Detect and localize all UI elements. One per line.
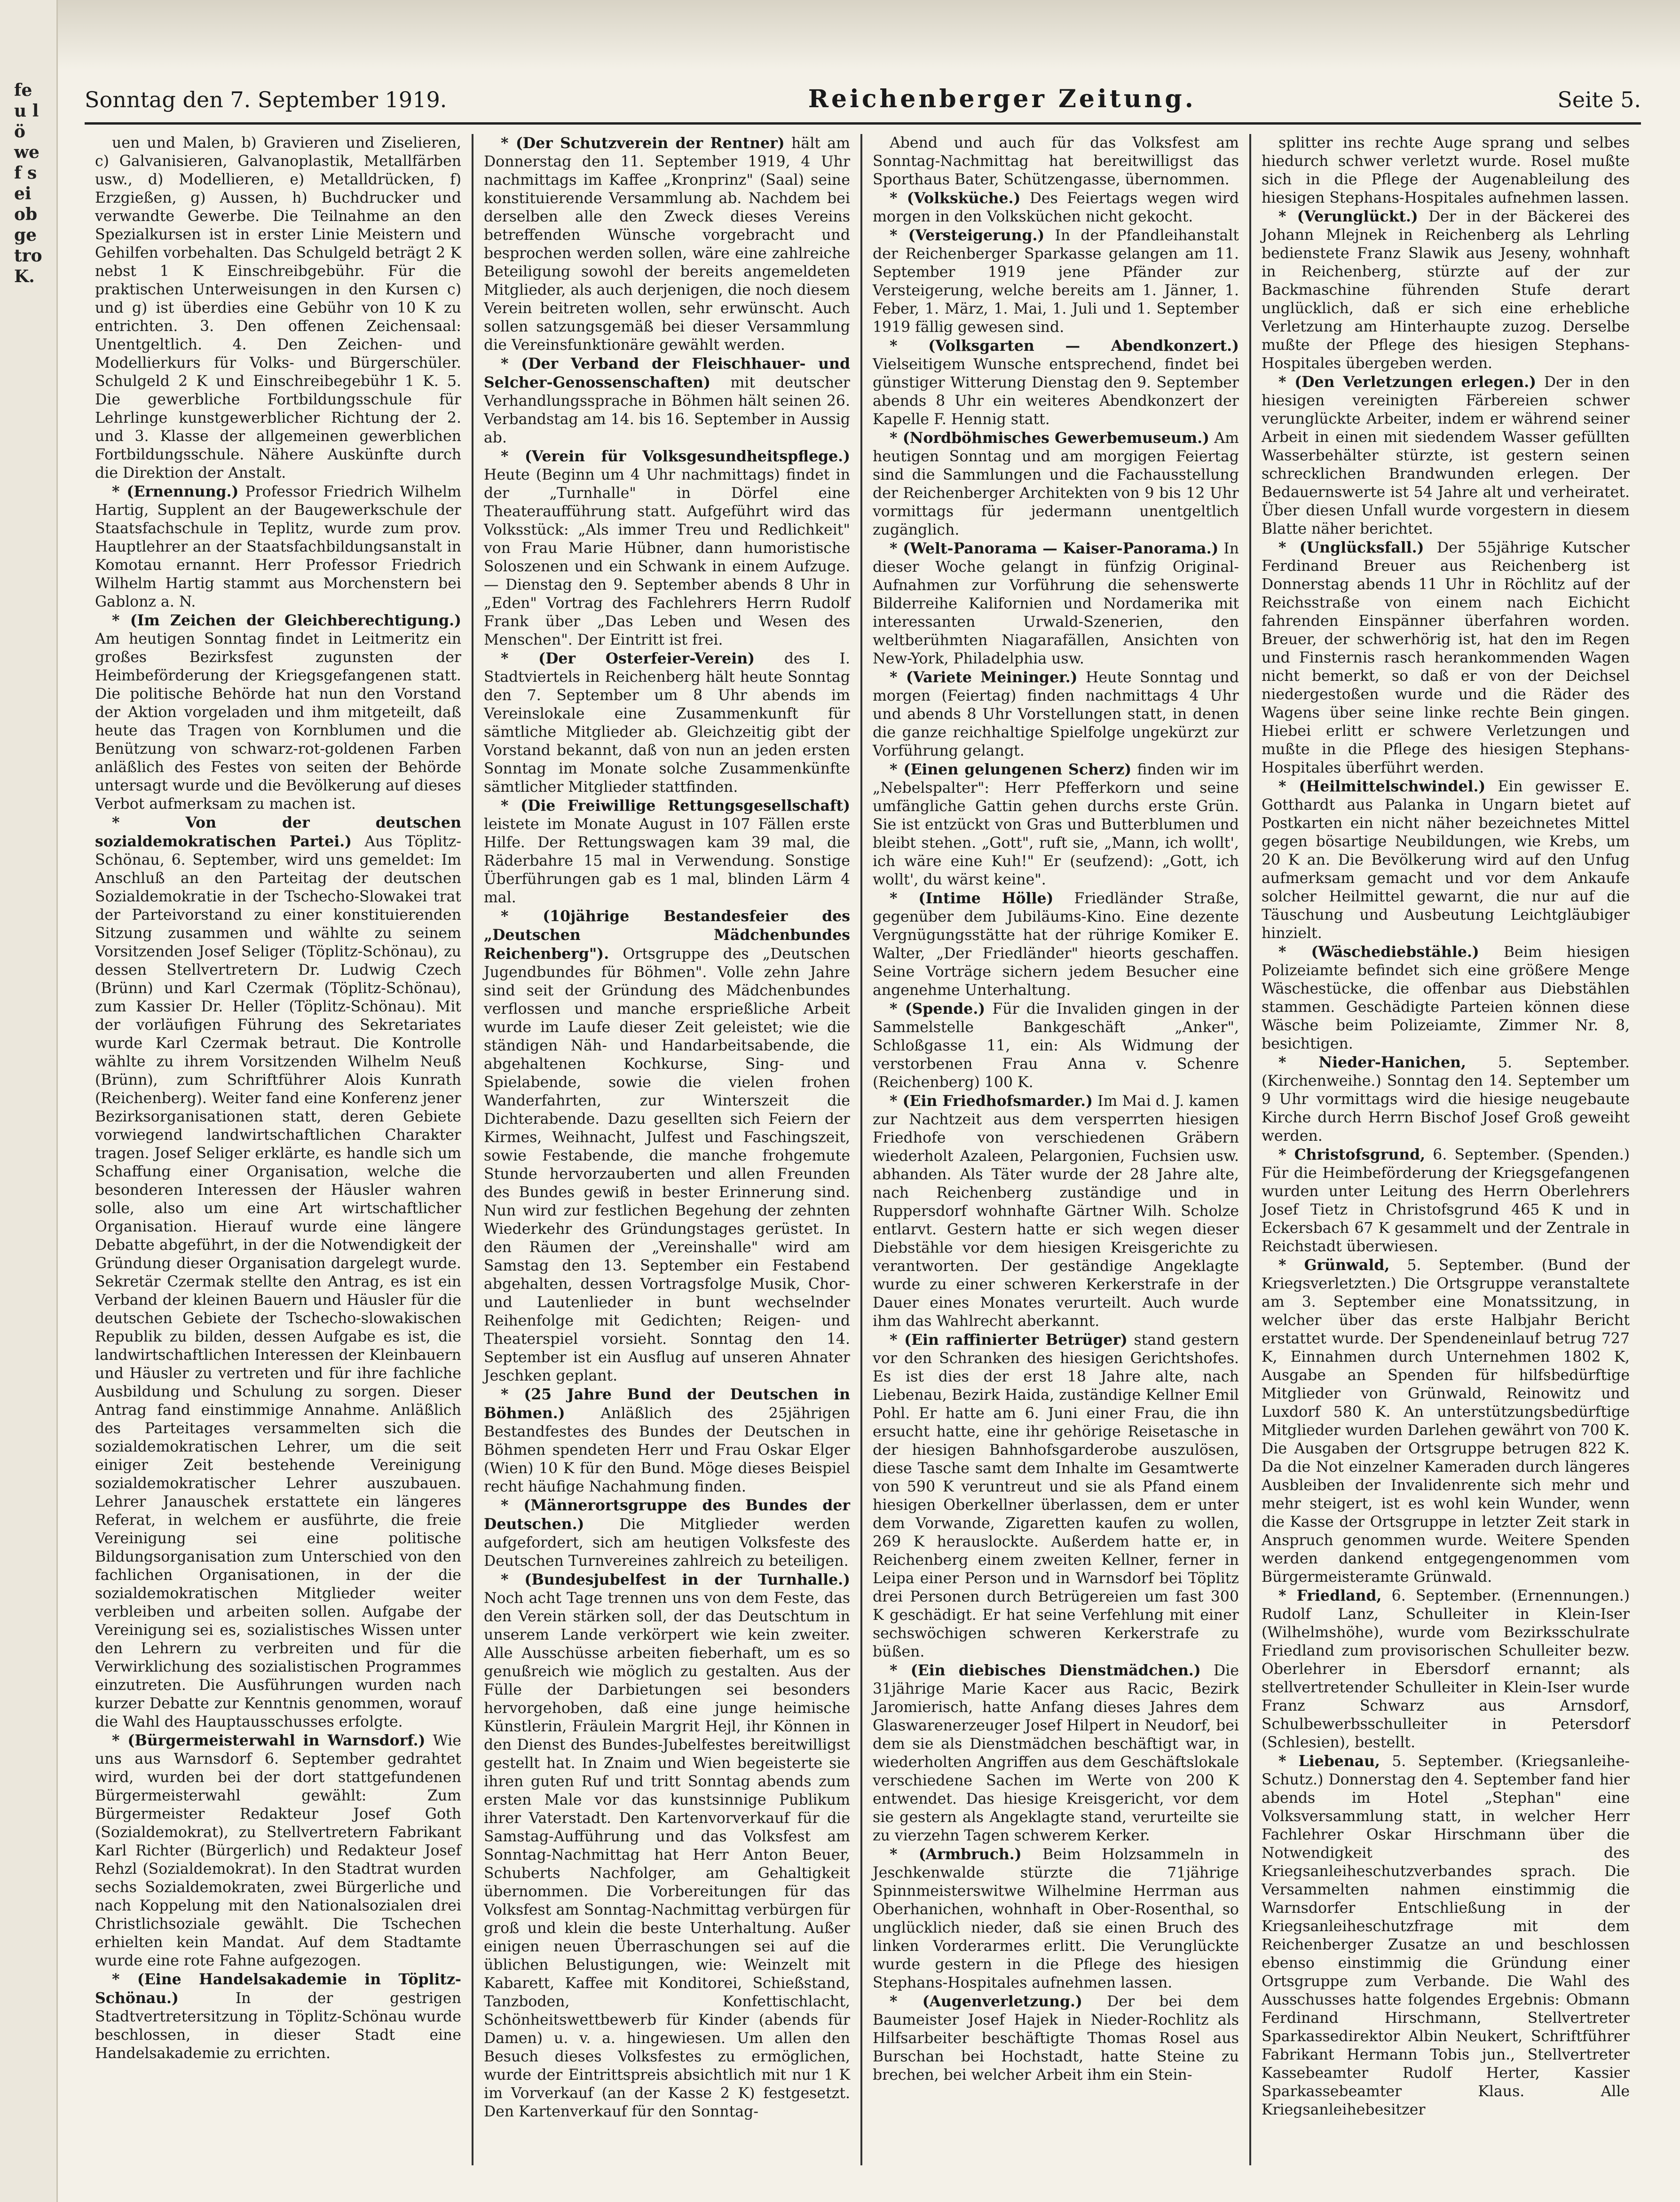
news-item-heading: * (Augenverletzung.) bbox=[890, 1993, 1082, 2010]
news-item-text: Heute Sonntag und morgen (Feiertag) finden nachmittags 4 Uhr und abends 8 Uhr Vorstellungen statt, in denen die ganze reichhaltige Spielfolge ungekürzt zur Vorführung gelangt. bbox=[873, 669, 1239, 759]
news-item-text: leistete im Monate August in 107 Fällen erste Hilfe. Der Rettungswagen kam 39 mal, die Räderbahre 15 mal in Verwendung. Sonstige Überführungen gab es 1 mal, blinden Lärm 4 mal. bbox=[484, 816, 850, 906]
news-item-text: Anläßlich des 25jährigen Bestandfestes des Bundes der Deutschen in Böhmen spendeten Herr und Frau Oskar Elger (Wien) 10 K für den Bund. Möge dieses Beispiel recht häufige Nachahmung finden. bbox=[484, 1405, 850, 1495]
news-item-heading: * (25 Jahre Bund der Deutschen in Böhmen.) bbox=[484, 1386, 850, 1422]
news-item bbox=[95, 482, 461, 611]
news-item bbox=[1262, 1145, 1630, 1256]
news-item bbox=[1262, 538, 1630, 777]
news-item-heading: * (Ein Friedhofsmarder.) bbox=[890, 1092, 1093, 1110]
news-item-text: Aus Töplitz-Schönau, 6. September, wird uns gemeldet: Im Anschluß an den Parteitag der deutschen Sozialdemokratie in der Tschecho-Slowakei trat der Parteivorstand zu einer konstituierenden Sitzung zusammen und wählte zu seinem Vorsitzenden Josef Seliger (Töplitz-Schönau), zu dessen Stellvertretern Dr. Ludwig Czech (Brünn) und Karl Czermak (Töplitz-Schönau), zum Kassier Dr. Heller (Töplitz-Schönau). Mit der vorläufigen Führung des Sekretariates wurde Karl Czermak betraut. Die Kontrolle wählte zu ihrem Vorsitzenden Wilhelm Neuß (Brünn), zum Schriftführer Alois Kunrath (Reichenberg). Weiter fand eine Konferenz jener Bezirksorganisationen statt, deren Gebiete vorwiegend landwirtschaftlichen Charakter tragen. Josef Seliger erklärte, es handle sich um Schaffung einer Organisation, welche die besonderen Interessen der Häusler wahren solle, also um eine Art wirtschaftlicher Organisation. Hierauf wurde eine längere Debatte abgeführt, in der die Notwendigkeit der Gründung dieser Organisation dargelegt wurde. Sekretär Czermak stellte den Antrag, es ist ein Verband der kleinen Bauern und Häusler für die deutschen Gebiete der Tschecho-slowakischen Republik zu bilden, dessen Aufgabe es ist, die landwirtschaftlichen Interessen der Kleinbauern und Häusler zu vertreten und für ihre fachliche Ausbildung und Schulung zu sorgen. Dieser Antrag fand einstimmige Annahme. Anläßlich des Parteitages versammelten sich die sozialdemokratischen Lehrer, um die seit einiger Zeit bestehende Vereinigung sozialdemokratischer Lehrer auszubauen. Lehrer Janauschek erstattete ein längeres Referat, in welchem er ausführte, die freie Vereinigung sei eine politische Bildungsorganisation zum Unterschied von den fachlichen Organisationen, in der die sozialdemokratischen Mitglieder weiter verbleiben und arbeiten sollen. Aufgabe der Vereinigung sei es, sozialistisches Wissen unter den Lehrern zu verbreiten und für die Verwirklichung des sozialistischen Programmes einzutreten. Die Ausführungen wurden nach kurzer Debatte zur Kenntnis genommen, worauf die Wahl des Hauptausschusses erfolgte. bbox=[95, 833, 462, 1730]
news-item-text: splitter ins rechte Auge sprang und selbes hiedurch schwer verletzt wurde. Rosel mußte sich in die Pflege der Augenableilung des hiesigen Stephans-Hospitales aufnehmen lassen. bbox=[1262, 134, 1630, 206]
column-4 bbox=[1251, 134, 1640, 2165]
column-1 bbox=[85, 134, 473, 2165]
news-item bbox=[1262, 943, 1630, 1053]
news-item bbox=[484, 1385, 850, 1496]
news-item-text: Der 55jährige Kutscher Ferdinand Breuer aus Reichenberg ist Donnerstag abends 11 Uhr in Röchlitz auf der Reichsstraße von einem nach Eichicht fahrenden Einspänner überfahren worden. Breuer, der schwerhörig ist, hat den im Regen und Finsternis rasch herankommenden Wagen nicht bemerkt, so daß er von der Deichsel niedergestoßen wurde und die Räder des Wagens über seine linke rechte Bein gingen. Hiebei erlitt er schwere Verletzungen und mußte in die Pflege des hiesigen Stephans-Hospitales überführt werden. bbox=[1262, 539, 1630, 776]
column-3 bbox=[862, 134, 1251, 2165]
news-item-text: 6. September. (Spenden.) Für die Heimbeförderung der Kriegsgefangenen wurden unter Leitung des Herrn Oberlehrers Josef Tietz in Christofsgrund 465 K und in Eckersbach 67 K gesammelt und der Zentrale in Reichstadt überwiesen. bbox=[1262, 1146, 1630, 1255]
news-item bbox=[484, 649, 850, 797]
news-item bbox=[484, 355, 850, 447]
news-item-heading: * Von der deutschen sozialdemokratischen Partei.) bbox=[95, 814, 461, 850]
news-item-text: Der in den hiesigen vereinigten Färbereien schwer verunglückte Arbeiter, indem er während seiner Arbeit in einen mit siedendem Wasser gefüllten Wasserbehälter stürzte, ist gestern seinen schrecklichen Brandwunden erlegen. Der Bedauernswerte ist 54 Jahre alt und verheiratet. Über diesen Unfall wurde vorgestern in diesem Blatte näher berichtet. bbox=[1262, 374, 1630, 537]
news-item-text: Beim Holzsammeln in Jeschkenwalde stürzte die 71jährige Spinnmeisterswitwe Wilhelmine Herrman aus Oberhanichen, wohnhaft in Ober-Rosenthal, so unglücklich nieder, daß sie einen Bruch des linken Vorderarmes erlitt. Die Verunglückte wurde gestern in die Pflege des hiesigen Stephans-Hospitales aufnehmen lassen. bbox=[873, 1846, 1239, 1991]
news-item-heading: * Friedland, bbox=[1278, 1587, 1382, 1604]
news-item bbox=[873, 189, 1239, 226]
news-item-text: Abend und auch für das Volksfest am Sonntag-Nachmittag hat bereitwilligst das Sporthaus Bater, Schützengasse, übernommen. bbox=[873, 134, 1239, 188]
news-item-text: 6. September. (Ernennungen.) Rudolf Lanz, Schulleiter in Klein-Iser (Wilhelmshöhe), wurde vom Bezirksschulrate Friedland zum provisorischen Schulleiter bezw. Oberlehrer in Ebersdorf ernannt; als stellvertretender Schulleiter in Klein-Iser wurde Franz Schwarz aus Arnsdorf, Schulbewerbsschulleiter in Petersdorf (Schlesien), bestellt. bbox=[1262, 1587, 1630, 1751]
news-item bbox=[873, 889, 1239, 1000]
news-item-text: Noch acht Tage trennen uns von dem Feste, das den Verein stärken soll, der das Deutschtum in unserem Lande verkörpert wie kein zweiter. Alle Ausschüsse arbeiten fieberhaft, um es so genußreich wie möglich zu gestalten. Aus der Fülle der Darbietungen sei besonders hervorgehoben, daß eine junge heimische Künstlerin, Fräulein Margrit Hejl, ihr Können in den Dienst des Bundes-Jubelfestes bereitwilligst gestellt hat. In Znaim und Wien begeisterte sie ihren guten Ruf und tritt Sonntag abends zum ersten Male vor das kunstsinnige Publikum ihrer Vaterstadt. Den Kartenvorverkauf für die Samstag-Aufführung und das Volksfest am Sonntag-Nachmittag hat Herr Anton Beuer, Schuberts Nachfolger, am Gehaltigkeit übernommen. Die Vorbereitungen für das Volksfest am Sonntag-Nachmittag verbürgen für groß und klein die beste Unterhaltung. Außer einigen neuen Überraschungen sei auf die üblichen Belustigungen, wie: Weinzelt mit Kabarett, Kaffee mit Konditorei, Schießstand, Tanzboden, Konfettischlacht, Schönheitswettbewerb für Kinder (abends für Damen) u. v. a. hingewiesen. Um allen den Besuch dieses Volksfestes zu ermöglichen, wurde der Eintrittspreis absichtlich mit nur 1 K im Vorverkauf (an der Kasse 2 K) festgesetzt. Den Kartenverkauf für den Sonntag- bbox=[484, 1590, 850, 2120]
news-item-heading: * (Ein diebisches Dienstmädchen.) bbox=[890, 1662, 1201, 1679]
news-item bbox=[873, 1845, 1239, 1992]
article-columns bbox=[85, 134, 1641, 2165]
news-item bbox=[1262, 134, 1630, 207]
news-item bbox=[1262, 1256, 1630, 1586]
news-item-heading: * (Der Verband der Fleischhauer- und Selcher-Genossenschaften) bbox=[484, 355, 850, 391]
news-item-text: des I. Stadtviertels in Reichenberg hält heute Sonntag den 7. September um 8 Uhr abends im Vereinslokale eine Zusammenkunft für sämtliche Mitglieder ab. Gleichzeitig gibt der Vorstand bekannt, daß von nun an jeden ersten Sonntag im Monate solche Zusammenkünfte sämtlicher Mitglieder stattfinden. bbox=[484, 650, 850, 796]
news-item bbox=[873, 760, 1239, 889]
news-item-text: Am heutigen Sonntag und am morgigen Feiertag sind die Sammlungen und die Fachausstellung der Reichenberger Architekten von 9 bis 12 Uhr vormittags für jedermann unentgeltlich zugänglich. bbox=[873, 430, 1239, 538]
news-item bbox=[873, 1992, 1239, 2084]
news-item bbox=[1262, 207, 1630, 373]
news-item bbox=[873, 1331, 1239, 1661]
issue-date: Sonntag den 7. September 1919. bbox=[85, 87, 447, 112]
news-item bbox=[95, 611, 461, 813]
news-item-text: Der bei dem Baumeister Josef Hajek in Nieder-Rochlitz als Hilfsarbeiter beschäftigte Thomas Rosel aus Burschan bei Hochstadt, hatte Steine zu brechen, bei welcher Arbeit ihm ein Stein- bbox=[873, 1993, 1239, 2084]
news-item-text: In dieser Woche gelangt in fünfzig Original-Aufnahmen zur Vorführung die sehenswerte Bilderreihe Kalifornien und Nordamerika mit interessanten Urwald-Szenerien, den weltberühmten Niagarafällen, Ansichten von New-York, Philadelphia usw. bbox=[873, 540, 1239, 667]
news-item-text: stand gestern vor den Schranken des hiesigen Gerichtshofes. Es ist dies der erst 18 Jahre alte, nach Liebenau, Bezirk Haida, zuständige Kellner Emil Pohl. Er hatte am 6. Juni einer Frau, die ihn ersucht hatte, eine ihr gehörige Reisetasche in der hiesigen Bahnhofsgarderobe auszulösen, diese Tasche samt dem Inhalte im Gesamtwerte von 590 K veruntreut und sie als Pfand einem hiesigen Oberkellner überlassen, dem er unter dem Vorwande, Zigaretten kaufen zu wollen, 269 K herauslockte. Außerdem hatte er, in Reichenberg einem zweiten Kellner, ferner in Leipa einer Person und in Warnsdorf bei Töplitz drei Personen durch Betrügereien um fast 300 K geschädigt. Er hat seine Verfehlung mit einer sechswöchigen schweren Kerkerstrafe zu büßen. bbox=[873, 1332, 1239, 1660]
news-item-text: uen und Malen, b) Gravieren und Ziselieren, c) Galvanisieren, Galvanoplastik, Metallfärben usw., d) Modellieren, e) Metalldrücken, f) Erzgießen, g) Aussen, h) Buchdrucker und verwandte Gewerbe. Die Teilnahme an den Spezialkursen ist in erster Linie Meistern und Gehilfen vorbehalten. Das Schulgeld beträgt 2 K nebst 1 K Einschreibgebühr. Für die praktischen Unterweisungen in den Kursen c) und g) ist überdies eine Gebühr von 10 K zu entrichten. 3. Den offenen Zeichensaal: Unentgeltlich. 4. Den Zeichen- und Modellierkurs für Volks- und Bürgerschüler. Schulgeld 2 K und Einschreibegebühr 1 K. 5. Die gewerbliche Fortbildungsschule für Lehrlinge kunstgewerblicher Richtung der 2. und 3. Klasse der allgemeinen gewerblichen Fortbildungsschule. Nähere Auskünfte durch die Direktion der Anstalt. bbox=[95, 134, 461, 481]
scan-shadow bbox=[56, 0, 1680, 71]
news-item bbox=[873, 429, 1239, 539]
news-item-heading: * (Der Osterfeier-Verein) bbox=[501, 650, 755, 667]
news-item-heading: * (Eine Handelsakademie in Töplitz-Schönau.) bbox=[95, 1971, 461, 2007]
news-item bbox=[873, 337, 1239, 429]
newspaper-title: Reichenberger Zeitung. bbox=[808, 85, 1196, 113]
news-item-heading: * Christofsgrund, bbox=[1278, 1146, 1426, 1163]
news-item bbox=[484, 1571, 850, 2121]
news-item-text: In der gestrigen Stadtvertretersitzung in Töplitz-Schönau wurde beschlossen, in dieser Stadt eine Handelsakademie zu errichten. bbox=[95, 1990, 461, 2062]
news-item bbox=[873, 1000, 1239, 1092]
news-item bbox=[1262, 1053, 1630, 1145]
news-item-heading: * (Welt-Panorama — Kaiser-Panorama.) bbox=[890, 540, 1219, 557]
news-item-heading: * (Wäschediebstähle.) bbox=[1278, 943, 1479, 961]
news-item bbox=[95, 134, 461, 482]
news-item-heading: * Grünwald, bbox=[1278, 1256, 1390, 1274]
news-item-heading: * (Verein für Volksgesundheitspflege.) bbox=[501, 448, 850, 465]
news-item-text: Ortsgruppe des „Deutschen Jugendbundes für Böhmen". Volle zehn Jahre sind seit der Gründung des Mädchenbundes verflossen und manche ersprießliche Arbeit wurde im Laufe dieser Zeit geleistet; wie die ständigen Näh- und Handarbeitsabende, die abgehaltenen Kochkurse, Sing- und Spielabende, sowie die vielen frohen Wanderfahrten, zur Winterszeit die Dichterabende. Dazu gesellten sich Feiern der Kirmes, Weihnacht, Julfest und Faschingszeit, sowie Festabende, die manche frohgemute Stunde hervorzauberten und allen Freunden des Bundes gewiß in bester Erinnerung sind. Nun wird zur festlichen Begehung der zehnten Wiederkehr des Gründungstages gerüstet. In den Räumen der „Vereinshalle" wird am Samstag den 13. September ein Festabend abgehalten, dessen Vortragsfolge Musik, Chor- und Lautenlieder in bunt wechselnder Reihenfolge mit Gedichten; Reigen- und Theaterspiel vorsieht. Sonntag den 14. September ist ein Ausflug auf unseren Ahnater Jeschken geplant. bbox=[484, 946, 850, 1384]
news-item-text: Beim hiesigen Polizeiamte befindet sich eine größere Menge Wäschestücke, die offenbar aus Diebstählen stammen. Geschädigte Parteien können diese Wäsche beim Polizeiamte, Zimmer Nr. 8, besichtigen. bbox=[1262, 944, 1630, 1052]
news-item-heading: * (Volksküche.) bbox=[890, 189, 1021, 207]
news-item bbox=[1262, 1586, 1630, 1752]
news-item-heading: * (Intime Hölle) bbox=[890, 890, 1054, 907]
adjacent-page-text: fe u lö we f sei ob ge tro K. bbox=[14, 80, 42, 286]
news-item-text: Heute (Beginn um 4 Uhr nachmittags) findet in der „Turnhalle" in Dörfel eine Theateraufführung statt. Aufgeführt wird das Volksstück: „Als immer Treu und Redlichkeit" von Frau Marie Hübner, dann humoristische Soloszenen und ein Schwank in einem Aufzuge. — Dienstag den 9. September abends 8 Uhr in „Eden" Vortrag des Fachlehrers Herrn Rudolf Frank über „Das Leben und Wesen des Menschen". Der Eintritt ist frei. bbox=[484, 466, 850, 648]
news-item bbox=[484, 447, 850, 649]
news-item-heading: * (Unglücksfall.) bbox=[1278, 539, 1424, 556]
news-item-text: mit deutscher Verhandlungssprache in Böhmen hält seinen 26. Verbandstag am 14. bis 16. September in Aussig ab. bbox=[484, 374, 850, 446]
news-item bbox=[873, 226, 1239, 337]
news-item bbox=[484, 797, 850, 907]
news-item-heading: * Nieder-Hanichen, bbox=[1278, 1054, 1466, 1071]
news-item-text: 5. September. (Bund der Kriegsverletzten.) Die Ortsgruppe veranstaltete am 3. September eine Monatssitzung, in welcher über das erste Halbjahr Bericht erstattet wurde. Der Spendeneinlauf betrug 727 K, Einnahmen durch Unternehmen 1802 K, Ausgabe an Spenden für hilfsbedürftige Mitglieder von Grünwald, Reinowitz und Luxdorf 580 K. An unterstützungsbedürftige Mitglieder wurden Darlehen gewährt von 700 K. Die Ausgaben der Ortsgruppe betrugen 822 K. Da die Not einzelner Kameraden durch längeres Ausbleiben der Invalidenrente sich mehr und mehr steigert, ist es wohl kein Wunder, wenn die Kasse der Ortsgruppe in letzter Zeit stark in Anspruch genommen wurde. Weitere Spenden werden dankend entgegengenommen vom Bürgermeisteramte Grünwald. bbox=[1262, 1257, 1630, 1586]
news-item-text: Am heutigen Sonntag findet in Leitmeritz ein großes Bezirksfest zugunsten der Heimbeförderung der Kriegsgefangenen statt. Die politische Behörde hat nun den Vorstand der Aktion vorgeladen und ihm mitgeteilt, daß heute das Tragen von Kornblumen und die Benützung von schwarz-rot-goldenen Farben anläßlich des Festes von seiten der Behörde untersagt wurde und die Bevölkerung auf dieses Verbot aufmerksam zu machen ist. bbox=[95, 631, 461, 813]
news-item-text: Vielseitigem Wunsche entsprechend, findet bei günstiger Witterung Dienstag den 9. September abends 8 Uhr ein weiteres Abendkonzert der Kapelle F. Hennig statt. bbox=[873, 356, 1239, 428]
page-header bbox=[85, 85, 1641, 125]
news-item-heading: * (Die Freiwillige Rettungsgesellschaft) bbox=[501, 797, 850, 814]
news-item bbox=[95, 1731, 461, 1970]
news-item-text: Professor Friedrich Wilhelm Hartig, Supplent an der Baugewerkschule der Staatsfachschule in Teplitz, wurde zum prov. Hauptlehrer an der Staatsfachbildungsanstalt in Komotau ernannt. Herr Professor Friedrich Wilhelm Hartig stammt aus Morchenstern bei Gablonz a. N. bbox=[95, 483, 461, 610]
news-item-text: finden wir im „Nebelspalter": Herr Pfefferkorn und seine umfängliche Gattin gehen durchs erste Grün. Sie ist entzückt von Gras und Butterblumen und bleibt stehen. „Gott", ruft sie, „Mann, ich wollt', ich wäre eine Kuh!" Er (seufzend): „Gott, ich wollt', du wärst keine". bbox=[873, 761, 1239, 888]
news-item bbox=[1262, 1752, 1630, 2119]
news-item-heading: * (Den Verletzungen erlegen.) bbox=[1278, 373, 1536, 391]
news-item-heading: * (Versteigerung.) bbox=[890, 227, 1045, 244]
page-number: Seite 5. bbox=[1557, 87, 1641, 112]
news-item-heading: * (10jährige Bestandesfeier des „Deutschen Mädchenbundes Reichenberg"). bbox=[484, 908, 850, 963]
news-item bbox=[1262, 373, 1630, 538]
news-item bbox=[873, 1092, 1239, 1331]
news-item-heading: * (Volksgarten — Abendkonzert.) bbox=[890, 337, 1239, 355]
news-item-text: Des Feiertags wegen wird morgen in den Volksküchen nicht gekocht. bbox=[873, 190, 1239, 225]
news-item bbox=[95, 1970, 461, 2063]
news-item-heading: * (Variete Meininger.) bbox=[890, 669, 1078, 686]
news-item-heading: * (Armbruch.) bbox=[890, 1846, 1022, 1863]
news-item bbox=[873, 668, 1239, 760]
news-item-text: Die 31jährige Marie Kacer aus Racic, Bezirk Jaromierisch, hatte Anfang dieses Jahres dem Glaswarenerzeuger Josef Hilpert in Neudorf, bei dem sie als Dienstmädchen beschäftigt war, in wiederholten Angriffen aus dem Geschäftslokale verschiedene Sachen im Werte von 200 K entwendet. Das hiesige Kreisgericht, vor dem sie gestern als Angeklagte stand, verurteilte sie zu vierzehn Tagen schwerem Kerker. bbox=[873, 1662, 1239, 1844]
adjacent-page-strip bbox=[0, 0, 58, 2202]
news-item-heading: * (Bürgermeisterwahl in Warnsdorf.) bbox=[112, 1732, 426, 1749]
news-item-heading: * Liebenau, bbox=[1278, 1752, 1380, 1770]
news-item-text: 5. September. (Kirchenweihe.) Sonntag den 14. September um 9 Uhr vormittags wird die hiesige neugebaute Kirche durch Herrn Bischof Josef Groß geweiht werden. bbox=[1262, 1054, 1630, 1144]
news-item-text: Die Mitglieder werden aufgefordert, sich am heutigen Volksfeste des Deutschen Turnvereines zahlreich zu beteiligen. bbox=[484, 1516, 850, 1570]
news-item-text: Ein gewisser E. Gotthardt aus Palanka in Ungarn bietet auf Postkarten ein nicht näher bezeichnetes Mittel gegen bösartige Neubildungen, wie Krebs, um 20 K an. Die Bevölkerung wird auf den Unfug aufmerksam gemacht und vor dem Ankaufe solcher Heilmittel gewarnt, die nur auf die Täuschung und Ausbeutung Leichtgläubiger hinzielt. bbox=[1262, 778, 1630, 942]
news-item-text: Friedländer Straße, gegenüber dem Jubiläums-Kino. Eine dezente Vergnügungsstätte hat der rührige Komiker E. Walter, „Der Friedländer" hieorts geschaffen. Seine Vorträge sichern jedem Besucher eine angenehme Unterhaltung. bbox=[873, 890, 1239, 999]
news-item bbox=[484, 134, 850, 355]
news-item bbox=[484, 1496, 850, 1571]
news-item-heading: * (Verunglückt.) bbox=[1278, 208, 1418, 225]
news-item-text: Wie uns aus Warnsdorf 6. September gedrahtet wird, wurden bei der dort stattgefundenen Bürgermeisterwahl gewählt: Zum Bürgermeister Redakteur Josef Goth (Sozialdemokrat), zu Stellvertretern Fabrikant Karl Richter (Bürgerlich) und Redakteur Josef Rehzl (Sozialdemokrat). In den Stadtrat wurden sechs Sozialdemokraten, zwei Bürgerliche und nach Koppelung mit den Nationalsozialen drei Christlichsoziale gewählt. Die Tschechen erhielten kein Mandat. Auf dem Stadtamte wurde eine rote Fahne aufgezogen. bbox=[95, 1732, 462, 1969]
news-item-heading: * (Männerortsgruppe des Bundes der Deutschen.) bbox=[484, 1497, 850, 1533]
news-item-text: Für die Invaliden gingen in der Sammelstelle Bankgeschäft „Anker", Schloßgasse 11, ein: Als Widmung der verstorbenen Frau Anna v. Schenre (Reichenberg) 100 K. bbox=[873, 1001, 1239, 1091]
news-item-text: Im Mai d. J. kamen zur Nachtzeit aus dem versperrten hiesigen Friedhofe von verschiedenen Gräbern wiederholt Azaleen, Pelargonien, Fuchsien usw. abhanden. Als Täter wurde der 28 Jahre alte, nach Reichenberg zuständige und in Ruppersdorf wohnhafte Gärtner Wilh. Scholze entlarvt. Gestern hatte er sich wegen dieser Diebstähle vor dem hiesigen Kreisgerichte zu verantworten. Der geständige Angeklagte wurde zu einer schweren Kerkerstrafe in der Dauer eines Monates verurteilt. Auch wurde ihm das Wahlrecht aberkannt. bbox=[873, 1093, 1239, 1330]
news-item-text: Der in der Bäckerei des Johann Mlejnek in Reichenberg als Lehrling bedienstete Franz Slawik aus Jeseny, wohnhaft in Reichenberg, stürzte auf der zur Backmaschine führenden Stufe derart unglücklich, daß er sich eine erhebliche Verletzung am Hinterhaupte zuzog. Derselbe mußte der Pflege des hiesigen Stephans-Hospitales übergeben werden. bbox=[1262, 208, 1630, 372]
news-item bbox=[873, 134, 1239, 189]
news-item bbox=[95, 813, 461, 1731]
news-item-heading: * (Der Schutzverein der Rentner) bbox=[501, 134, 785, 152]
news-item-heading: * (Im Zeichen der Gleichberechtigung.) bbox=[112, 612, 461, 629]
news-item-heading: * (Bundesjubelfest in der Turnhalle.) bbox=[501, 1571, 850, 1588]
news-item-heading: * (Heilmittelschwindel.) bbox=[1278, 778, 1486, 795]
news-item-heading: * (Spende.) bbox=[890, 1000, 986, 1018]
news-item bbox=[1262, 777, 1630, 943]
news-item-heading: * (Ein raffinierter Betrüger) bbox=[890, 1331, 1128, 1349]
column-2 bbox=[473, 134, 862, 2165]
news-item-text: hält am Donnerstag den 11. September 1919, 4 Uhr nachmittags im Kaffee „Kronprinz" (Saal) seine konstituierende Versammlung ab. Nachdem bei derselben alle den Zweck dieses Vereins betreffenden Wünsche vorgebracht und besprochen werden sollen, wäre eine zahlreiche Beteiligung sowohl der bereits angemeldeten Mitglieder, als auch derjenigen, die noch diesem Verein beitreten wollen, sehr erwünscht. Auch sollen satzungsgemäß bei dieser Versammlung die Vereinsfunktionäre gewählt werden. bbox=[484, 135, 851, 354]
news-item bbox=[873, 1661, 1239, 1845]
news-item bbox=[484, 907, 850, 1385]
news-item bbox=[873, 539, 1239, 668]
news-item-text: 5. September. (Kriegsanleihe-Schutz.) Donnerstag den 4. September fand hier abends im Hotel „Stephan" eine Volksversammlung statt, in welcher Herr Fachlehrer Oskar Hirschmann über die Notwendigkeit des Kriegsanleiheschutzverbandes sprach. Die Versammelten nahmen einstimmig die Warnsdorfer Entschließung in der Kriegsanleiheschutzfrage mit dem Reichenberger Zusatze an und beschlossen ebenso einstimmig die Gründung einer Ortsgruppe zum Verbande. Die Wahl des Ausschusses hatte folgendes Ergebnis: Obmann Ferdinand Hirschmann, Stellvertreter Sparkassedirektor Albin Neukert, Schriftführer Fabrikant Hermann Tobis jun., Stellvertreter Kassebeamter Rudolf Herter, Kassier Sparkassebeamter Klaus. Alle Kriegsanleihebesitzer bbox=[1262, 1753, 1630, 2118]
news-item-text: In der Pfandleihanstalt der Reichenberger Sparkasse gelangen am 11. September 1919 jene Pfänder zur Versteigerung, welche bereits am 1. Jänner, 1. Feber, 1. März, 1. Mai, 1. Juli und 1. September 1919 fällig gewesen sind. bbox=[873, 227, 1239, 336]
news-item-heading: * (Ernennung.) bbox=[112, 483, 239, 500]
news-item-heading: * (Nordböhmisches Gewerbemuseum.) bbox=[890, 429, 1210, 447]
news-item-heading: * (Einen gelungenen Scherz) bbox=[890, 761, 1132, 778]
